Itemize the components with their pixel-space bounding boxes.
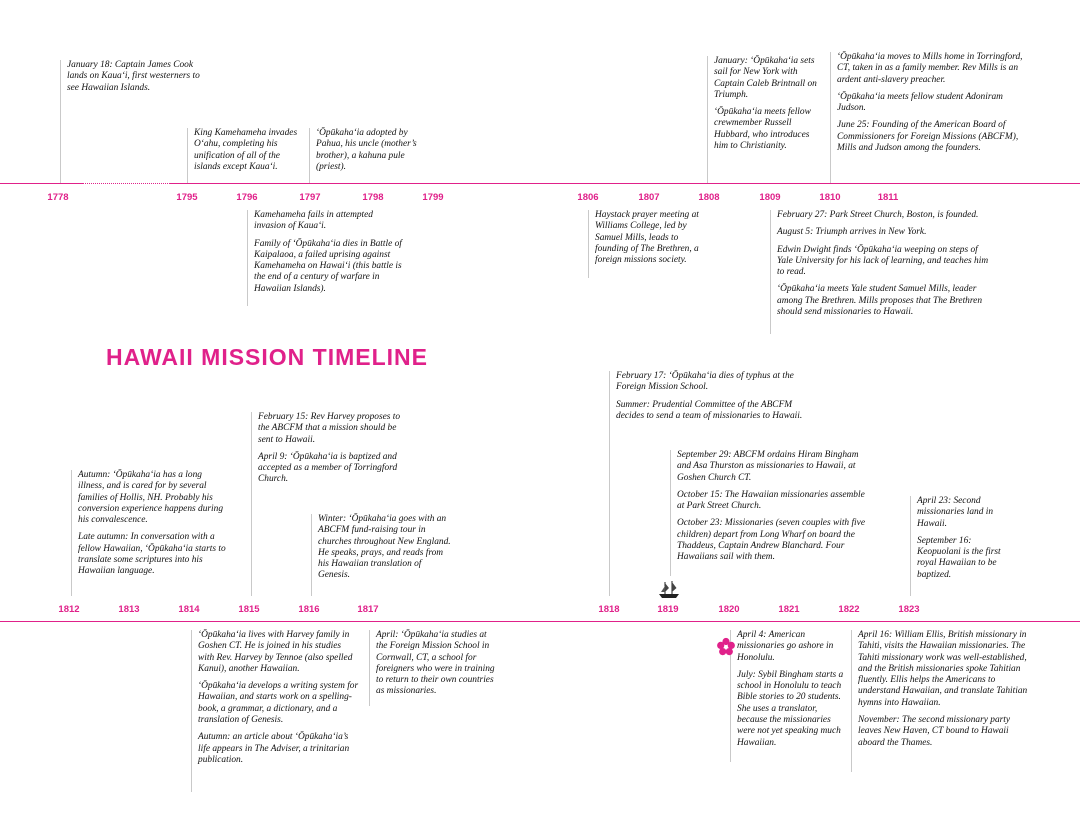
event-text: January: ‘Ōpūkaha‘ia sets sail for New York with Captain Caleb Brintnall on Triumph. — [714, 56, 817, 100]
event-1796 — [247, 210, 405, 306]
year-label: 1822 — [838, 604, 860, 615]
event-1808 — [707, 56, 817, 183]
page-title: HAWAII MISSION TIMELINE — [106, 344, 429, 370]
event-text: April 23: Second missionaries land in Hawaii. — [917, 496, 994, 529]
year-label: 1808 — [698, 192, 720, 203]
year-label: 1823 — [898, 604, 920, 615]
event-1822 — [851, 630, 1031, 772]
year-label: 1799 — [422, 192, 444, 203]
event-text: February 15: Rev Harvey proposes to the ABCFM that a mission should be sent to Hawaii. — [258, 412, 401, 445]
event-text: June 25: Founding of the American Board of Commissioners for Foreign Missions (ABCFM), Mills and Judson among the founders. — [837, 120, 1019, 154]
event-1812 — [71, 470, 229, 596]
event-text: April 9: ‘Ōpūkaha‘ia is baptized and accepted as a member of Torringford Church. — [258, 451, 398, 485]
event-text: ‘Ōpūkaha‘ia develops a writing system for Hawaiian, and starts work on a spelling-book, a grammar, a dictionary, and a translation of Genesis. — [198, 681, 359, 726]
event-text: ‘Ōpūkaha‘ia adopted by Pahua, his uncle (mother’s brother), a kahuna pule (priest). — [316, 128, 417, 172]
year-label: 1807 — [638, 192, 660, 203]
event-text: July: Sybil Bingham starts a school in Honolulu to teach Bible stories to 20 students. She uses a translator, because the missionaries were not yet speaking much Hawaiian. — [737, 669, 844, 748]
event-1823 — [910, 496, 1010, 596]
event-text: Winter: ‘Ōpūkaha‘ia goes with an ABCFM fund-raising tour in churches throughout New England. He speaks, prays, and reads from his Hawaiian translation of Genesis. — [318, 514, 451, 581]
year-label: 1818 — [598, 604, 620, 615]
bottom-axis — [0, 621, 1080, 622]
hibiscus-icon — [716, 637, 736, 657]
event-text: Edwin Dwight finds ‘Ōpūkaha‘ia weeping on steps of Yale University for his lack of learning, and teaches him to read. — [777, 244, 989, 278]
top-axis — [430, 183, 1080, 184]
year-label: 1806 — [577, 192, 599, 203]
event-1809 — [770, 210, 990, 334]
event-text: November: The second missionary party leaves New Haven, CT bound to Hawaii aboard the Thames. — [858, 715, 1011, 748]
event-1814 — [191, 630, 359, 792]
year-label: 1820 — [718, 604, 740, 615]
year-label: 1798 — [362, 192, 384, 203]
event-text: February 27: Park Street Church, Boston, is founded. — [777, 210, 979, 220]
year-label: 1819 — [657, 604, 679, 615]
event-text: ‘Ōpūkaha‘ia meets fellow crewmember Russell Hubbard, who introduces him to Christianity. — [714, 107, 811, 152]
event-text: October 23: Missionaries (seven couples with five children) depart from Long Wharf on board the Thaddeus, Captain Andrew Blanchard. Four Hawaiians sail with them. — [677, 518, 865, 563]
year-label: 1795 — [176, 192, 198, 203]
year-label: 1817 — [357, 604, 379, 615]
year-label: 1778 — [47, 192, 69, 203]
event-text: October 15: The Hawaiian missionaries assemble at Park Street Church. — [677, 489, 865, 512]
event-1806 — [588, 210, 710, 278]
year-label: 1813 — [118, 604, 140, 615]
event-1810 — [830, 52, 1030, 183]
top-axis — [0, 183, 82, 184]
year-label: 1816 — [298, 604, 320, 615]
event-1797 — [309, 128, 419, 183]
event-text: January 18: Captain James Cook lands on Kaua‘i, first westerners to see Hawaiian Islands. — [67, 60, 200, 93]
event-text: ‘Ōpūkaha‘ia moves to Mills home in Torringford, CT, taken in as a family member. Rev Mills is an ardent anti-slavery preacher. — [837, 52, 1023, 85]
year-label: 1821 — [778, 604, 800, 615]
event-1819 — [670, 450, 865, 576]
event-text: February 17: ‘Ōpūkaha‘ia dies of typhus at the Foreign Mission School. — [616, 371, 794, 393]
event-text: Family of ‘Ōpūkaha‘ia dies in Battle of Kaipalaoa, a failed uprising against Kamehameha on Hawai‘i (this battle is the end of a century of warfare in Hawaiian Islands). — [254, 238, 402, 294]
event-text: September 29: ABCFM ordains Hiram Bingham and Asa Thurston as missionaries to Hawaii, at Goshen Church CT. — [677, 450, 859, 483]
event-text: September 16: Keopuolani is the first royal Hawaiian to be baptized. — [917, 535, 1001, 580]
year-label: 1797 — [299, 192, 321, 203]
event-1820 — [730, 630, 848, 762]
top-axis — [170, 183, 430, 184]
year-label: 1796 — [236, 192, 258, 203]
ship-icon — [657, 580, 681, 600]
year-label: 1811 — [877, 192, 899, 203]
year-label: 1809 — [759, 192, 781, 203]
year-label: 1810 — [819, 192, 841, 203]
event-text: Late autumn: In conversation with a fellow Hawaiian, ‘Ōpūkaha‘ia starts to translate some scriptures into his Hawaiian language. — [78, 532, 226, 577]
event-text: April: ‘Ōpūkaha‘ia studies at the Foreign Mission School in Cornwall, CT, a school for foreigners who were in training to return to their own countries as missionaries. — [376, 630, 495, 697]
event-text: Summer: Prudential Committee of the ABCFM decides to send a team of missionaries to Hawaii. — [616, 399, 803, 421]
event-text: Autumn: an article about ‘Ōpūkaha‘ia’s life appears in The Adviser, a trinitarian publication. — [198, 732, 350, 765]
year-label: 1812 — [58, 604, 80, 615]
year-label: 1815 — [238, 604, 260, 615]
event-text: April 16: William Ellis, British missionary in Tahiti, visits the Hawaiian missionaries. The Tahiti missionary work was well-established, and the British missionaries spoke Tahitian fluently. Ellis helps the Americans to understand Hawaiian, and translate Tahitian hymns into Hawaiian. — [858, 630, 1028, 708]
event-text: ‘Ōpūkaha‘ia meets Yale student Samuel Mills, leader among The Brethren. Mills proposes that The Brethren should send missionaries to Hawaii. — [777, 284, 983, 318]
event-1817 — [369, 630, 499, 706]
event-text: August 5: Triumph arrives in New York. — [777, 227, 927, 238]
event-text: Kamehameha fails in attempted invasion of Kaua‘i. — [254, 210, 373, 232]
event-text: ‘Ōpūkaha‘ia lives with Harvey family in Goshen CT. He is joined in his studies with Rev. Harvey by Tennoe (also spelled Kanui), another Hawaiian. — [198, 630, 353, 674]
event-1795 — [187, 128, 299, 183]
event-text: ‘Ōpūkaha‘ia meets fellow student Adoniram Judson. — [837, 91, 1003, 114]
event-text: Haystack prayer meeting at Williams College, led by Samuel Mills, leads to founding of The Brethren, a foreign missions society. — [595, 210, 699, 266]
event-text: April 4: American missionaries go ashore in Honolulu. — [737, 630, 834, 663]
year-label: 1814 — [178, 604, 200, 615]
event-text: Autumn: ‘Ōpūkaha‘ia has a long illness, and is cared for by several families of Hollis, NH. Probably his conversion experience happens during his convalescence. — [78, 470, 224, 526]
event-text: King Kamehameha invades O‘ahu, completing his unification of all of the islands except Kaua‘i. — [194, 128, 298, 172]
event-1816 — [311, 514, 451, 596]
top-axis-gap — [82, 183, 170, 184]
